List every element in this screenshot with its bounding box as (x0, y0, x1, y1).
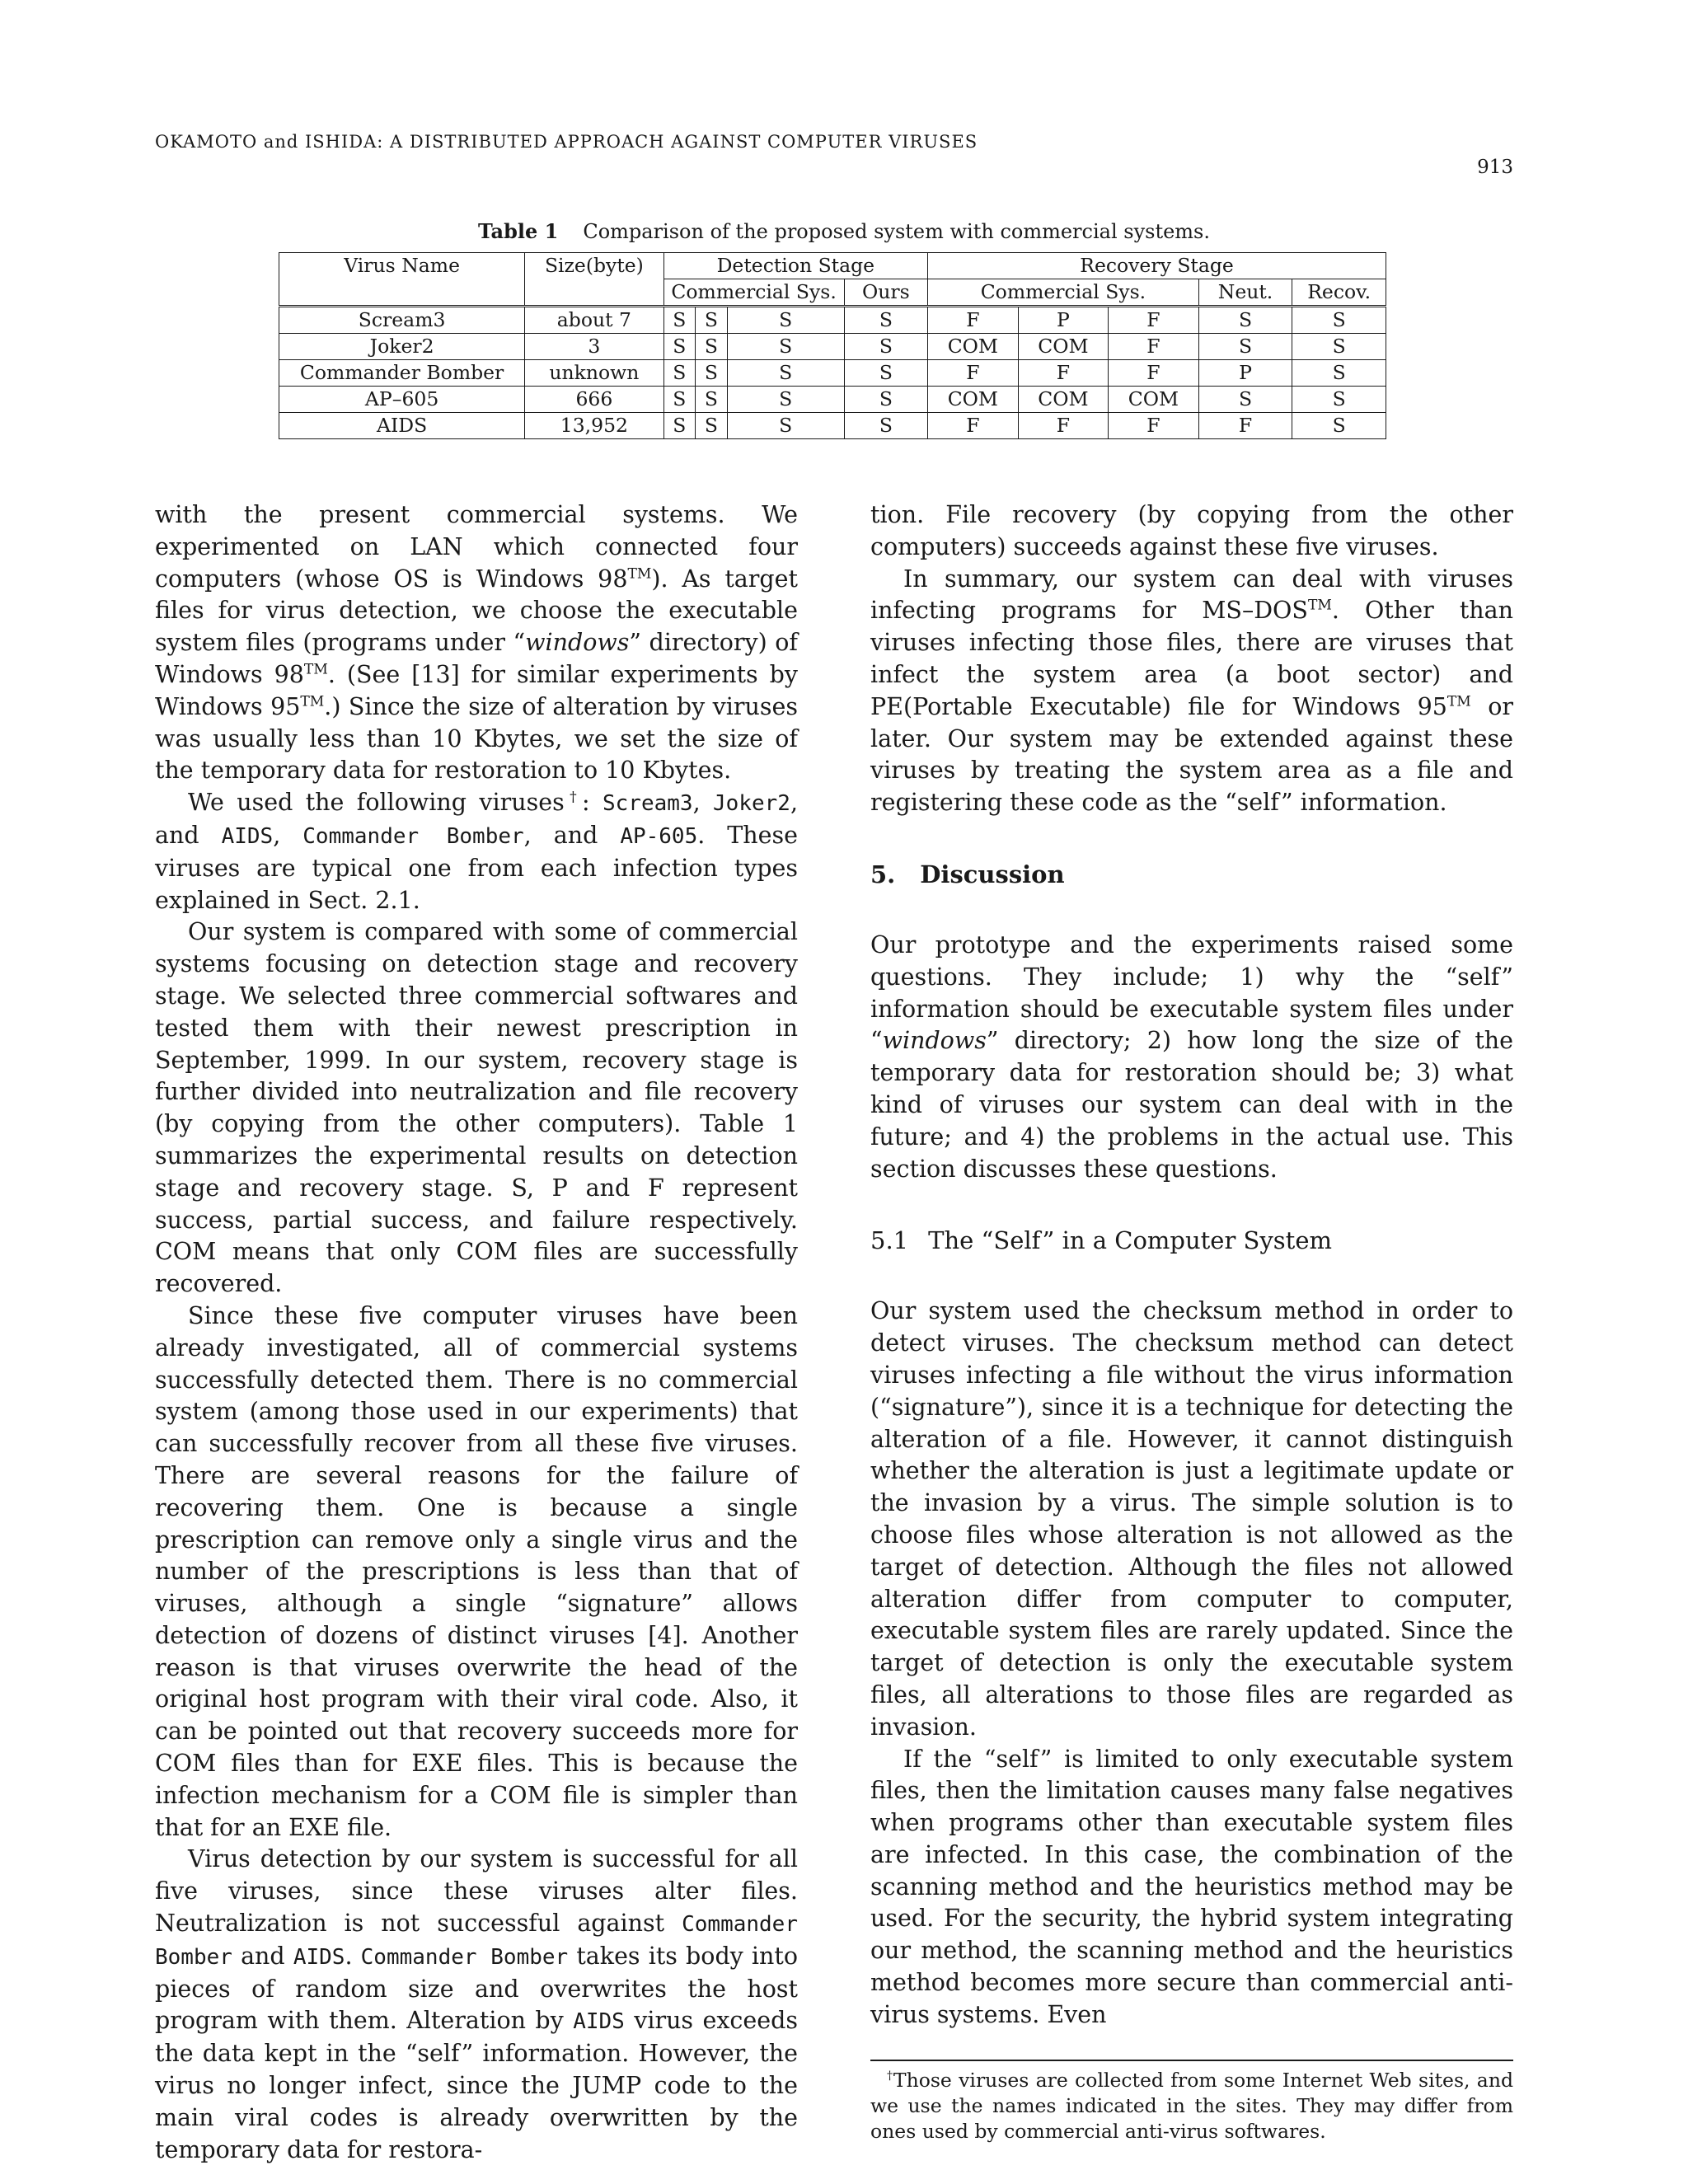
trademark-sup: TM (627, 565, 652, 583)
text: ” directory; 2) how long the size of the temporary data for restoration should be; 3) what kind of viruses our system can deal with in the future; and 4) the problems in the actual use. This section discusses these questions. (870, 1027, 1513, 1183)
cell-result: S (696, 307, 728, 334)
text: ” directory) of Windows 98 (155, 629, 798, 688)
cell-result: COM (1018, 334, 1109, 360)
text: , (273, 821, 303, 849)
cell-result: COM (928, 334, 1019, 360)
cell-result: S (727, 360, 844, 387)
subsection-number: 5.1 (870, 1226, 909, 1255)
paragraph: Our system is compared with some of commercial systems focusing on detection stage and recovery stage. We selected three commercial softwares and tested them with their newest prescription in September, 1999. In our system, recovery stage is further divided into neutralization and file recovery (by copying from the other computers). Table 1 summarizes the experimental results on detection stage and recovery stage. S, P and F represent success, partial success, and failure respectively. COM means that only COM files are successfully recovered. (155, 918, 798, 1298)
cell-result: P (1198, 360, 1292, 387)
cell-result: S (844, 360, 927, 387)
virus-name: Commander Bomber (360, 1944, 569, 1970)
virus-name: AIDS (221, 823, 274, 849)
left-column (155, 499, 798, 2166)
table-body (279, 307, 1386, 439)
cell-result: S (1292, 413, 1386, 439)
cell-virus-name: AP–605 (279, 387, 525, 413)
cell-result: S (1292, 307, 1386, 334)
section-heading (870, 859, 1513, 890)
text: ). As target files for virus detection, we choose the executable system files (programs under “ (155, 565, 798, 657)
paragraph: If the “self” is limited to only executable system files, then the limitation causes many false negatives when programs other than executable system files are infected. In this case, the combination of the scanning method and the heuristics method may be used. For the security, the hybrid system integrating our method, the scanning method and the heuristics method becomes more secure than commercial anti-virus systems. Even (870, 1745, 1513, 2028)
text: or later. Our system may be extended against these viruses by treating the system area as a file and registering these code as the “self” information. (870, 692, 1513, 817)
cell-virus-name: Commander Bomber (279, 360, 525, 387)
header-commercial-recovery: Commercial Sys. (928, 279, 1199, 307)
cell-result: F (928, 360, 1019, 387)
running-head: OKAMOTO and ISHIDA: A DISTRIBUTED APPROACH AGAINST COMPUTER VIRUSES (155, 132, 978, 152)
section-number: 5. (870, 860, 896, 888)
page-number: 913 (1477, 157, 1513, 178)
cell-size: 666 (525, 387, 663, 413)
header-detection-stage: Detection Stage (663, 253, 927, 279)
cell-result: S (727, 307, 844, 334)
cell-result: F (1109, 334, 1199, 360)
text: takes its body into pieces of random size and overwrites the host program with them. Alteration by (155, 1942, 799, 2035)
text: .) Since the size of alteration by viruses was usually less than 10 Kbytes, we set the size of the temporary data for restoration to 10 Kbytes. (155, 692, 798, 785)
cell-result: S (1198, 334, 1292, 360)
trademark-sup: TM (1307, 597, 1332, 614)
table-row (279, 360, 1386, 387)
header-neut: Neut. (1198, 279, 1292, 307)
footnote-mark: † (564, 789, 582, 806)
cell-result: F (928, 307, 1019, 334)
subsection-heading (870, 1225, 1513, 1256)
paragraph (155, 1844, 798, 2166)
cell-result: S (696, 334, 728, 360)
cell-result: S (1198, 307, 1292, 334)
paragraph: Our system used the checksum method in order to detect viruses. The checksum method can detect viruses infecting a file without the virus information (“signature”), since it is a technique for detecting the alteration of a file. However, it cannot distinguish whether the alteration is just a legitimate update or the invasion by a virus. The simple solution is to choose files whose alteration is not allowed as the target of detection. Although the files not allowed alteration differ from computer to computer, executable system files are rarely updated. Since the target of detection is only the executable system files, all alterations to those files are regarded as invasion. (870, 1297, 1513, 1741)
header-commercial-detection: Commercial Sys. (663, 279, 844, 307)
text: Virus detection by our system is successful for all five viruses, since these viruses alter files. Neutralization is not successful against (155, 1845, 798, 1938)
footnote-mark: † (887, 2069, 893, 2083)
virus-name: Joker2 (713, 791, 790, 817)
text: , (692, 789, 714, 817)
cell-result: S (1198, 387, 1292, 413)
footnote (870, 2068, 1513, 2144)
paragraph (870, 564, 1513, 819)
paragraph: tion. File recovery (by copying from the other computers) succeeds against these five viruses. (870, 501, 1513, 560)
virus-name: Commander Bomber (155, 1912, 798, 1970)
table-row (279, 307, 1386, 334)
cell-result: S (663, 360, 696, 387)
header-size: Size(byte) (525, 253, 663, 307)
header-recov: Recov. (1292, 279, 1386, 307)
paragraph (155, 499, 798, 787)
cell-result: F (1018, 413, 1109, 439)
cell-result: S (696, 360, 728, 387)
table-label: Table 1 (477, 219, 559, 243)
footnote-rule (870, 2060, 1513, 2061)
text: . These viruses are typical one from each infection types explained in Sect. 2.1. (155, 821, 799, 914)
cell-virus-name: Scream3 (279, 307, 525, 334)
table-caption (0, 219, 1688, 243)
cell-result: S (1292, 360, 1386, 387)
text: , and (523, 821, 621, 849)
text: and (232, 1942, 293, 1970)
cell-result: S (844, 334, 927, 360)
cell-result: S (844, 307, 927, 334)
cell-result: P (1018, 307, 1109, 334)
header-ours: Ours (844, 279, 927, 307)
header-recovery-stage: Recovery Stage (928, 253, 1386, 279)
paragraph: Since these five computer viruses have been already investigated, all of commercial systems successfully detected them. There is no commercial system (among those used in our experiments) that can successfully recover from all these five viruses. There are several reasons for the failure of recovering them. One is because a single prescription can remove only a single virus and the number of the prescriptions is less than that of viruses, although a single “signature” allows detection of dozens of distinct viruses [4]. Another reason is that viruses overwrite the head of the original host program with their viral code. Also, it can be pointed out that recovery succeeds more for COM files than for EXE files. This is because the infection mechanism for a COM file is simpler than that for an EXE file. (155, 1301, 798, 1841)
cell-result: S (1292, 334, 1386, 360)
cell-result: F (1109, 307, 1199, 334)
virus-name: AIDS (293, 1944, 345, 1970)
text: . Other than viruses infecting those files, there are viruses that infect the system area (a boot sector) and PE(Portable Executable) file for Windows 95 (870, 597, 1513, 720)
cell-result: S (663, 307, 696, 334)
trademark-sup: TM (303, 661, 328, 678)
cell-size: 3 (525, 334, 663, 360)
cell-result: S (727, 387, 844, 413)
cell-result: S (696, 413, 728, 439)
windows-italic: windows (882, 1027, 987, 1055)
section-title: Discussion (920, 860, 1065, 888)
cell-size: unknown (525, 360, 663, 387)
virus-name: Commander Bomber (302, 823, 524, 849)
table-row (279, 334, 1386, 360)
text: In summary, our system can deal with viruses infecting programs for MS–DOS (870, 565, 1513, 625)
table-header-row (279, 253, 1386, 279)
trademark-sup: TM (300, 693, 325, 710)
cell-size: 13,952 (525, 413, 663, 439)
cell-result: S (663, 413, 696, 439)
text: We used the following viruses (188, 789, 565, 817)
virus-name: Scream3 (602, 791, 693, 817)
table-caption-text: Comparison of the proposed system with commercial systems. (583, 220, 1211, 243)
text: . (345, 1942, 361, 1970)
table-row (279, 387, 1386, 413)
virus-name: AP-605 (620, 823, 698, 849)
text: , and (155, 789, 799, 849)
cell-result: COM (1018, 387, 1109, 413)
text: with the present commercial systems. We experimented on LAN which connected four computers (whose OS is Windows 98 (155, 501, 798, 593)
cell-result: F (1109, 360, 1199, 387)
text: . (See [13] for similar experiments by Windows 95 (155, 660, 798, 720)
cell-result: S (1292, 387, 1386, 413)
cell-result: S (696, 387, 728, 413)
cell-result: F (1018, 360, 1109, 387)
cell-result: COM (1109, 387, 1199, 413)
paragraph (870, 930, 1513, 1185)
subsection-title: The “Self” in a Computer System (928, 1226, 1332, 1255)
right-column (870, 499, 1513, 2144)
cell-result: S (663, 334, 696, 360)
cell-result: COM (928, 387, 1019, 413)
trademark-sup: TM (1447, 693, 1471, 710)
cell-result: S (844, 413, 927, 439)
cell-result: S (727, 334, 844, 360)
results-table (279, 252, 1386, 439)
cell-result: S (844, 387, 927, 413)
paragraph (155, 787, 798, 916)
cell-result: F (928, 413, 1019, 439)
cell-result: F (1198, 413, 1292, 439)
cell-result: S (663, 387, 696, 413)
windows-italic: windows (525, 629, 630, 657)
table-row (279, 413, 1386, 439)
footnote-text: Those viruses are collected from some Internet Web sites, and we use the names indicated in the sites. They may differ from ones used by commercial anti-virus softwares. (870, 2068, 1513, 2143)
text: virus exceeds the data kept in the “self” information. However, the virus no longer infect, since the JUMP code to the main viral codes is already overwritten by the temporary data for restora- (155, 2007, 798, 2163)
header-virus-name: Virus Name (279, 253, 525, 307)
cell-virus-name: Joker2 (279, 334, 525, 360)
virus-name: AIDS (573, 2009, 625, 2035)
text: : (581, 789, 603, 817)
cell-result: S (727, 413, 844, 439)
cell-size: about 7 (525, 307, 663, 334)
cell-virus-name: AIDS (279, 413, 525, 439)
text: Our prototype and the experiments raised some questions. They include; 1) why the “self” information should be executable system files under “ (870, 930, 1513, 1055)
cell-result: F (1109, 413, 1199, 439)
